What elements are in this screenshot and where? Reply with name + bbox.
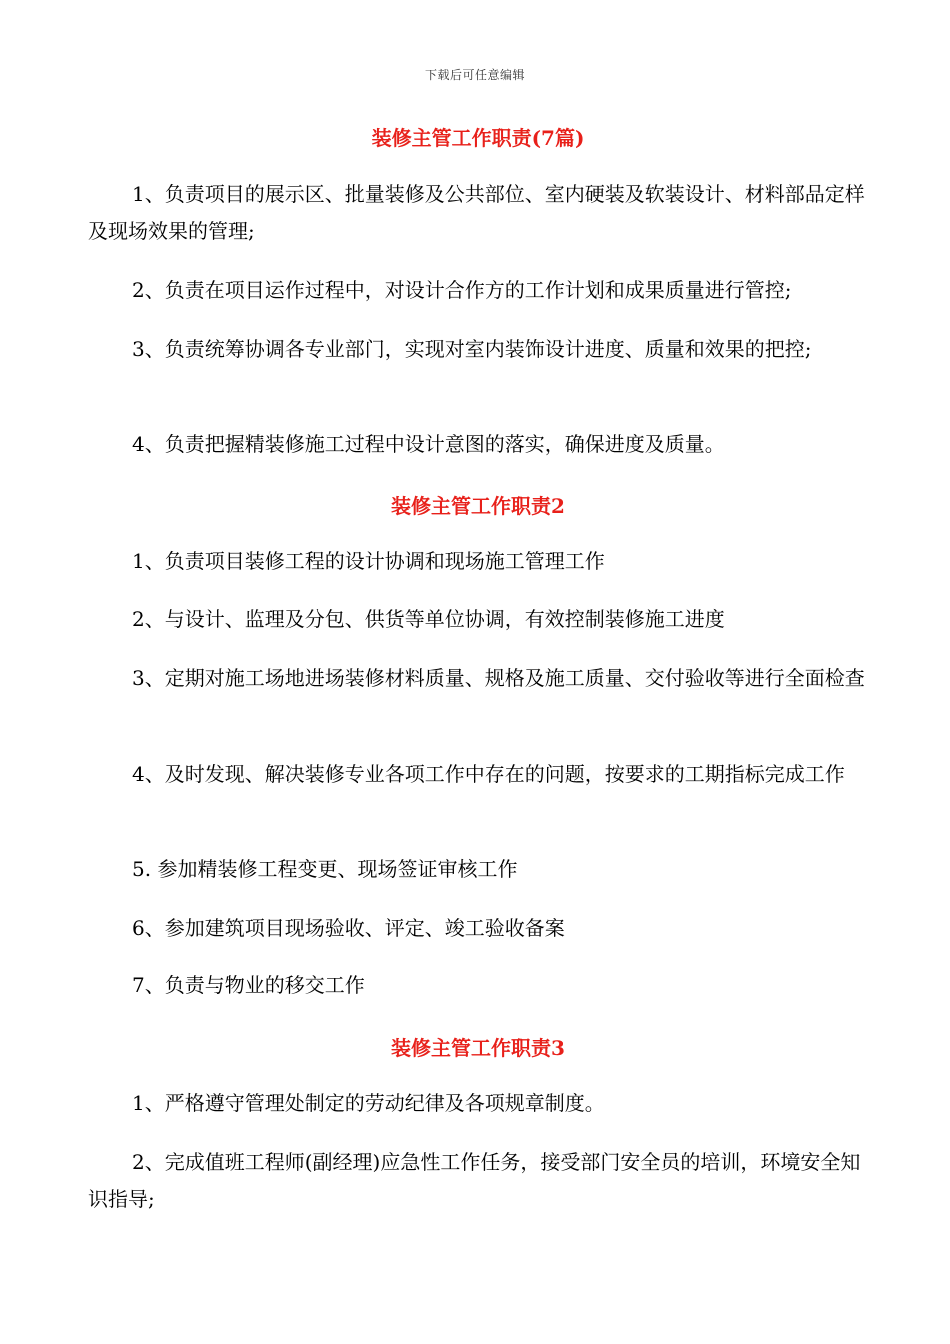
title-block — [88, 122, 868, 151]
paragraph: 7、负责与物业的移交工作 — [132, 973, 365, 997]
paragraph: 4、及时发现、解决装修专业各项工作中存在的问题，按要求的工期指标完成工作 — [132, 762, 845, 786]
header-note: 下载后可任意编辑 — [424, 68, 525, 82]
paragraph: 2、与设计、监理及分包、供货等单位协调，有效控制装修施工进度 — [132, 607, 725, 631]
paragraph: 1、严格遵守管理处制定的劳动纪律及各项规章制度。 — [132, 1091, 605, 1115]
paragraph: 2、完成值班工程师(副经理)应急性工作任务，接受部门安全员的培训，环境安全知识指导; — [88, 1150, 861, 1211]
section-heading-block — [88, 490, 868, 519]
section-heading: 装修主管工作职责3 — [391, 1036, 565, 1060]
paragraph: 3、定期对施工场地进场装修材料质量、规格及施工质量、交付验收等进行全面检查 — [132, 666, 865, 690]
section-heading-block — [88, 1032, 868, 1061]
paragraph: 5. 参加精装修工程变更、现场签证审核工作 — [132, 857, 518, 881]
paragraph: 1、负责项目装修工程的设计协调和现场施工管理工作 — [132, 549, 605, 573]
document-title: 装修主管工作职责(7篇) — [371, 126, 585, 150]
paragraph: 1、负责项目的展示区、批量装修及公共部位、室内硬装及软装设计、材料部品定样及现场效果的管理; — [88, 182, 865, 243]
paragraph: 3、负责统筹协调各专业部门，实现对室内装饰设计进度、质量和效果的把控; — [132, 337, 812, 361]
paragraph: 2、负责在项目运作过程中，对设计合作方的工作计划和成果质量进行管控; — [132, 278, 792, 302]
paragraph: 6、参加建筑项目现场验收、评定、竣工验收备案 — [132, 916, 565, 940]
section-heading: 装修主管工作职责2 — [391, 494, 565, 518]
paragraph: 4、负责把握精装修施工过程中设计意图的落实，确保进度及质量。 — [132, 432, 725, 456]
